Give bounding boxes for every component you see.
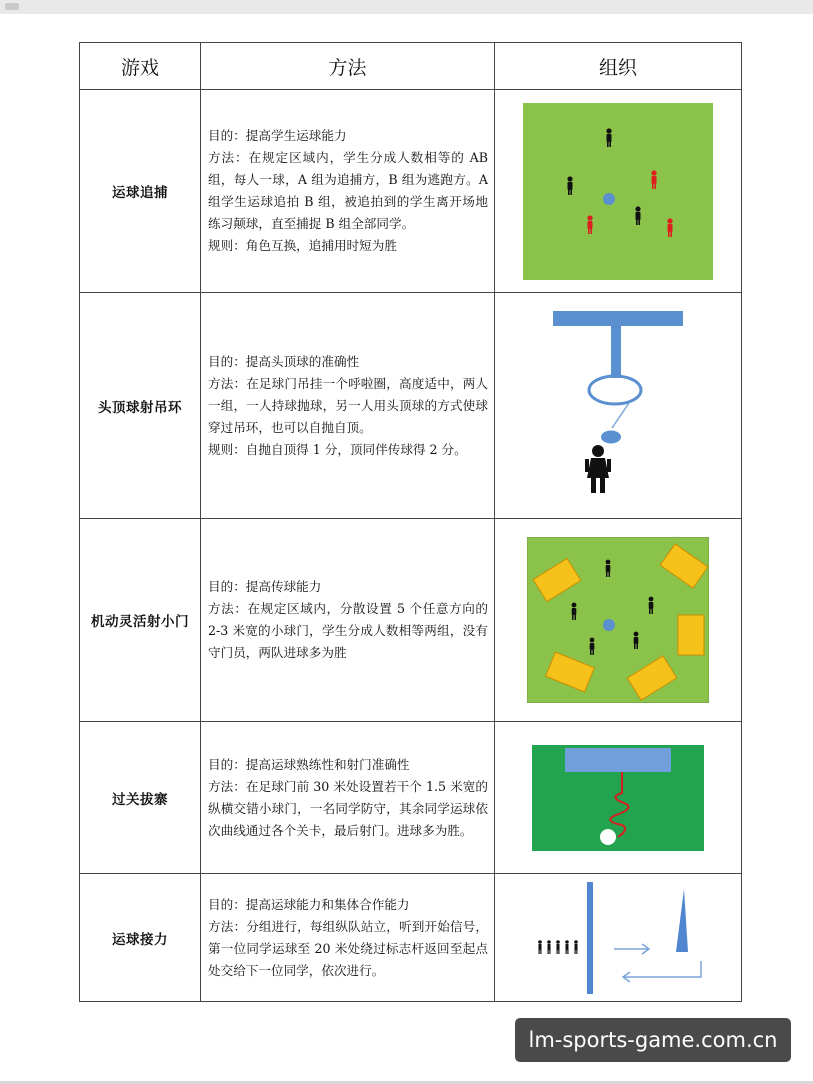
header-method: 方法	[201, 43, 495, 90]
header-organization: 组织	[495, 43, 742, 90]
table-row	[80, 519, 742, 722]
game-name: 过关拔寨	[80, 722, 201, 874]
organization-diagram	[495, 293, 742, 519]
table-row	[80, 90, 742, 293]
field-with-five-small-goals-icon	[527, 537, 709, 703]
game-method: 方法：在足球门吊挂一个呼啦圈，高度适中，两人一组，一人持球抛球，另一人用头顶球的方式使球穿过吊环，也可以自抛自顶。	[208, 375, 488, 435]
game-description	[201, 874, 495, 1002]
goal-hoop-header-figure-icon	[523, 306, 713, 506]
game-method: 方法：在规定区域内，分散设置 5 个任意方向的 2-3 米宽的小球门，学生分成人数相等两组，没有守门员，两队进球多为胜	[208, 601, 488, 660]
game-purpose: 目的：提高学生运球能力	[208, 128, 347, 143]
header-game: 游戏	[80, 43, 201, 90]
game-name: 头顶球射吊环	[80, 293, 201, 519]
table-header-row	[80, 43, 742, 90]
organization-diagram	[495, 722, 742, 874]
game-method: 方法：分组进行，每组纵队站立，听到开始信号，第一位同学运球至 20 米处绕过标志杆返回至起点处交给下一位同学，依次进行。	[208, 918, 488, 978]
organization-diagram	[495, 874, 742, 1002]
top-bar-handle	[5, 3, 19, 10]
relay-line-with-marker-pole-icon	[518, 881, 718, 995]
game-purpose: 目的：提高头顶球的准确性	[208, 353, 360, 369]
game-name: 运球接力	[80, 874, 201, 1002]
game-purpose: 目的：提高传球能力	[208, 579, 322, 594]
game-description	[201, 722, 495, 874]
game-name: 机动灵活射小门	[80, 519, 201, 722]
game-description	[201, 519, 495, 722]
table-row	[80, 874, 742, 1002]
games-table	[79, 42, 742, 1002]
game-purpose: 目的：提高运球能力和集体合作能力	[208, 896, 410, 912]
table-row	[80, 722, 742, 874]
top-bar	[0, 0, 813, 14]
game-rule: 规则：角色互换，追捕用时短为胜	[208, 238, 397, 253]
table-row	[80, 293, 742, 519]
organization-diagram	[495, 519, 742, 722]
site-watermark: lm-sports-game.com.cn	[515, 1018, 791, 1062]
game-description	[201, 90, 495, 293]
field-with-players-and-ball-icon	[523, 103, 713, 280]
game-purpose: 目的：提高运球熟练性和射门准确性	[208, 756, 410, 772]
game-name: 运球追捕	[80, 90, 201, 293]
game-description	[201, 293, 495, 519]
game-method: 方法：在足球门前 30 米处设置若干个 1.5 米宽的纵横交错小球门，一名同学防守，其余同学运球依次曲线通过各个关卡，最后射门。进球多为胜。	[208, 778, 488, 838]
game-method: 方法：在规定区域内，学生分成人数相等的 AB 组，每人一球，A 组为追捕方，B 组为逃跑方。A 组学生运球追拍 B 组，被追拍到的学生离开场地练习颠球，直至捕捉 B 组全部同学。	[208, 150, 488, 231]
field-with-goal-and-zigzag-path-icon	[532, 745, 704, 851]
game-rule: 规则：自抛自顶得 1 分，顶同伴传球得 2 分。	[208, 441, 467, 457]
organization-diagram	[495, 90, 742, 293]
